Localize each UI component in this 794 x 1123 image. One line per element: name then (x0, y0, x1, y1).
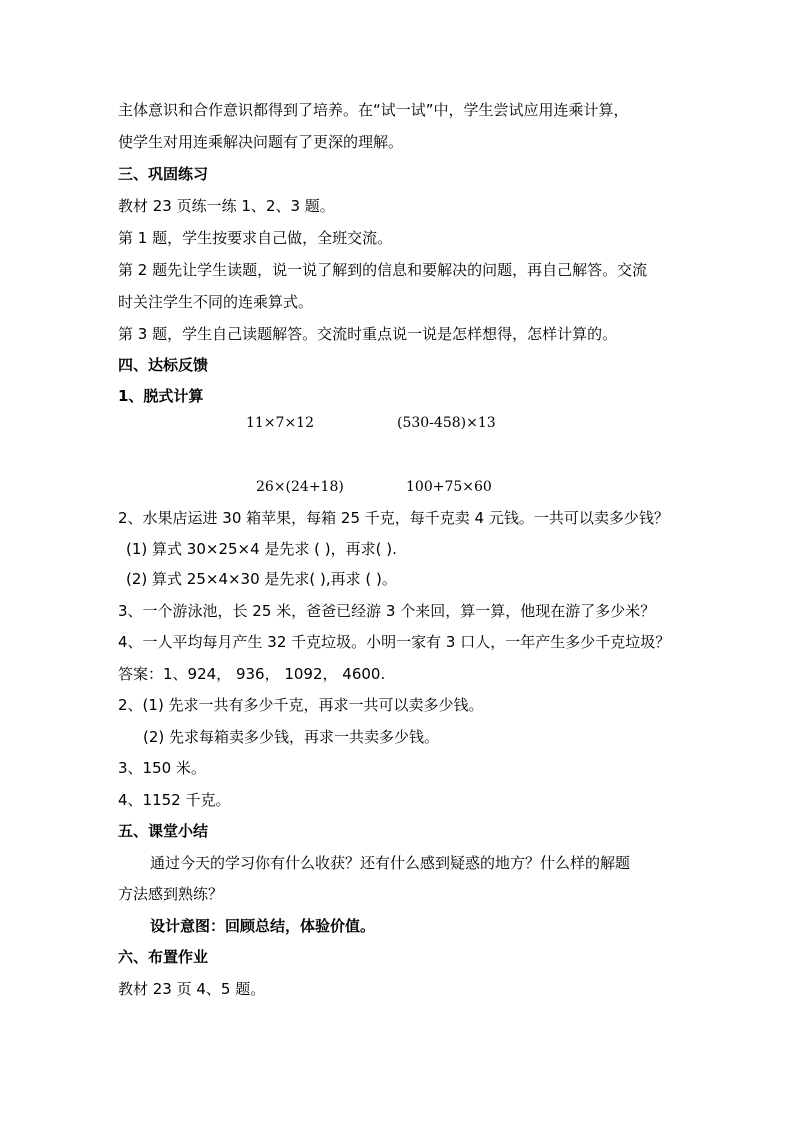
section-3-line-1: 教材 23 页练一练 1、2、3 题。 (118, 197, 335, 215)
question-2-part-1: (1) 算式 30×25×4 是先求 ( )，再求( ). (126, 540, 397, 558)
intro-line-1: 主体意识和合作意识都得到了培养。在“试一试”中，学生尝试应用连乘计算， (118, 101, 629, 119)
question-1-title: 1、脱式计算 (118, 387, 204, 405)
expression-3: 26×(24+18) (256, 479, 344, 495)
question-3: 3、一个游泳池，长 25 米，爸爸已经游 3 个来回，算一算，他现在游了多少米？ (118, 602, 656, 620)
section-5-line-1: 通过今天的学习你有什么收获？还有什么感到疑惑的地方？什么样的解题 (150, 854, 631, 872)
answer-2-part-1: 2、(1) 先求一共有多少千克，再求一共可以卖多少钱。 (118, 696, 484, 714)
answer-2-part-2: (2) 先求每箱卖多少钱，再求一共卖多少钱。 (143, 728, 440, 746)
section-3-line-2: 第 1 题，学生按要求自己做，全班交流。 (118, 229, 393, 247)
question-2-part-2: (2) 算式 25×4×30 是先求( ),再求 ( )。 (126, 570, 397, 588)
intro-line-2: 使学生对用连乘解决问题有了更深的理解。 (118, 133, 404, 151)
question-4: 4、一人平均每月产生 32 千克垃圾。小明一家有 3 口人，一年产生多少千克垃圾？ (118, 633, 671, 651)
section-5-line-2: 方法感到熟练？ (118, 885, 224, 903)
expression-1: 11×7×12 (246, 415, 314, 431)
section-5-heading: 五、课堂小结 (118, 822, 209, 840)
expression-2: (530-458)×13 (397, 415, 496, 431)
section-3-heading: 三、巩固练习 (118, 165, 209, 183)
design-intent: 设计意图：回顾总结，体验价值。 (150, 917, 376, 935)
answer-3: 3、150 米。 (118, 759, 206, 777)
answer-1: 答案：1、924， 936， 1092， 4600. (118, 665, 386, 683)
section-6-heading: 六、布置作业 (118, 948, 209, 966)
section-6-line-1: 教材 23 页 4、5 题。 (118, 980, 266, 998)
answer-4: 4、1152 千克。 (118, 791, 231, 809)
expression-4: 100+75×60 (406, 479, 492, 495)
question-2: 2、水果店运进 30 箱苹果，每箱 25 千克，每千克卖 4 元钱。一共可以卖多少钱？ (118, 509, 669, 527)
section-3-line-5: 第 3 题，学生自己读题解答。交流时重点说一说是怎样想得，怎样计算的。 (118, 325, 618, 343)
section-4-heading: 四、达标反馈 (118, 356, 209, 374)
section-3-line-3: 第 2 题先让学生读题，说一说了解到的信息和要解决的问题，再自己解答。交流 (118, 261, 648, 279)
section-3-line-4: 时关注学生不同的连乘算式。 (118, 293, 314, 311)
